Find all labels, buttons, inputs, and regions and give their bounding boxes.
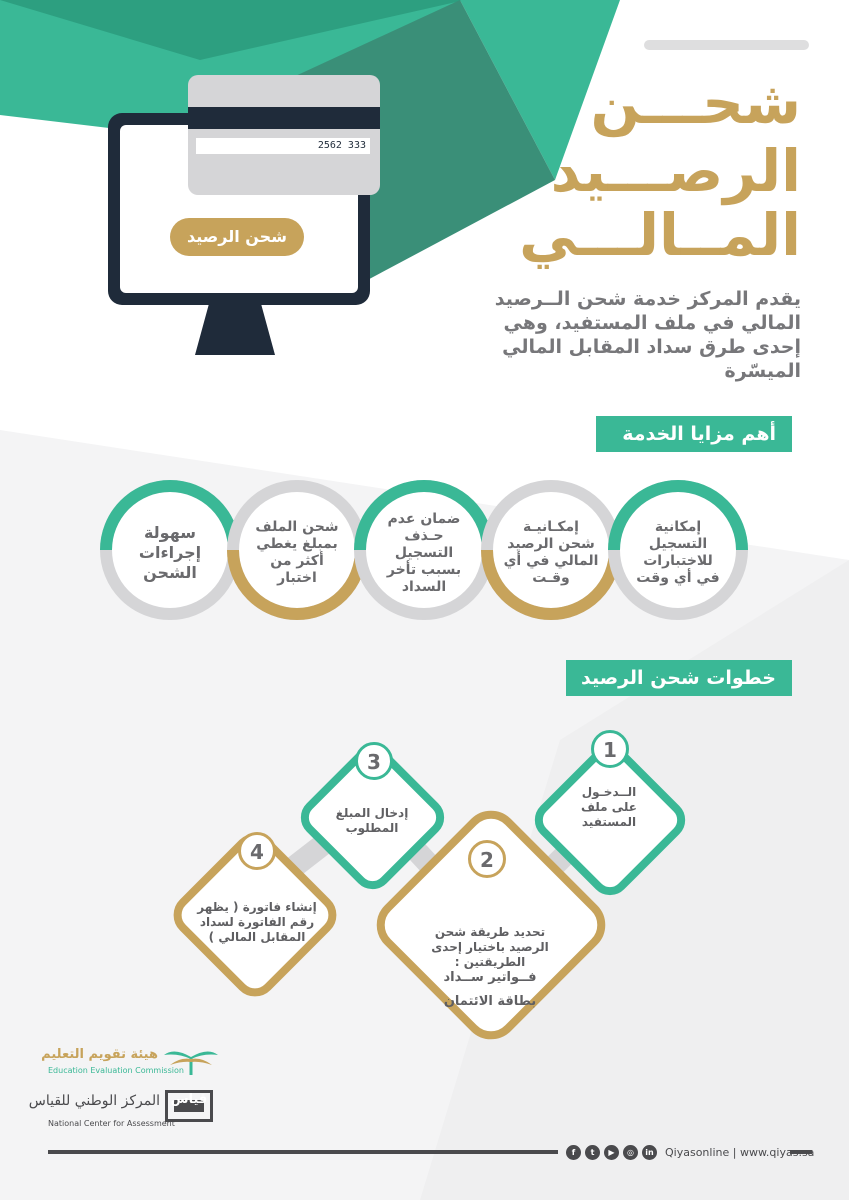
intro-text: يقدم المركز خدمة شحن الــرصيد المالي في ملف المستفيد، وهي إحدى طرق سداد المقابل المالي الميسّرة bbox=[494, 288, 801, 382]
facebook-icon[interactable]: f bbox=[566, 1145, 581, 1160]
steps-diagram bbox=[0, 720, 849, 1080]
title-line-1: شحـــن bbox=[590, 69, 801, 137]
linkedin-icon[interactable]: in bbox=[642, 1145, 657, 1160]
feature-item-1: إمكانية التسجيل للاختبارات في أي وقت bbox=[636, 519, 720, 586]
footer-links bbox=[566, 1143, 814, 1161]
step-4-text: إنشاء فاتورة ( يظهر رقم الفاتورة لسداد المقابل المالي ) bbox=[197, 900, 317, 944]
step-3-text: إدخال المبلغ المطلوب bbox=[335, 806, 409, 835]
step-2-option-2: بطاقة الائتمان bbox=[443, 994, 537, 1009]
instagram-icon[interactable]: ◎ bbox=[623, 1145, 638, 1160]
card-number: 2562 333 bbox=[196, 138, 370, 154]
twitter-icon[interactable]: t bbox=[585, 1145, 600, 1160]
feature-item-5: سهولة إجراءات الشحن bbox=[138, 523, 202, 582]
feature-item-4: شحن الملف بمبلغ يغطي أكثر من اختبار bbox=[255, 519, 339, 586]
footer-site-link[interactable]: Qiyasonline | www.qiyas.sa bbox=[665, 1145, 815, 1159]
youtube-icon[interactable]: ▶ bbox=[604, 1145, 619, 1160]
title-bar-decoration bbox=[644, 40, 809, 50]
qiyas-logo-text: قياس bbox=[170, 1092, 208, 1107]
charge-balance-button[interactable]: شحن الرصيد bbox=[170, 218, 304, 256]
credit-card bbox=[188, 75, 380, 195]
step-4-number: 4 bbox=[238, 832, 276, 870]
feature-item-3: ضمان عدم حـذف التسجيل بسبب تأخر السداد bbox=[386, 510, 462, 595]
step-2-text: تحديد طريقة شحن الرصيد باختيار إحدى الطريقتين : bbox=[431, 925, 549, 969]
step-1-number: 1 bbox=[591, 730, 629, 768]
footer-rule-left bbox=[48, 1150, 558, 1154]
nca-arabic-name: المركز الوطني للقياس bbox=[28, 1093, 160, 1109]
qiyas-logo bbox=[165, 1090, 213, 1122]
steps-heading: خطوات شحن الرصيد bbox=[566, 660, 792, 696]
feature-item-2: إمكـانيـة شحن الرصيد المالي في أي وقـت bbox=[503, 519, 599, 586]
step-3-number: 3 bbox=[355, 742, 393, 780]
title-line-2: الرصـــيد bbox=[550, 137, 801, 205]
nca-english-name: National Center for Assessment bbox=[48, 1119, 175, 1128]
step-2-number: 2 bbox=[468, 840, 506, 878]
features-heading: أهم مزايا الخدمة bbox=[596, 416, 792, 452]
eec-arabic-name: هيئة تقويم التعليم bbox=[41, 1047, 158, 1062]
step-2-option-1: فــواتير ســداد bbox=[443, 970, 537, 985]
step-1-text: الــدخـول على ملف المستفيد bbox=[580, 785, 638, 829]
title-line-3: المــالـــي bbox=[519, 201, 801, 269]
eec-english-name: Education Evaluation Commission bbox=[48, 1066, 184, 1075]
